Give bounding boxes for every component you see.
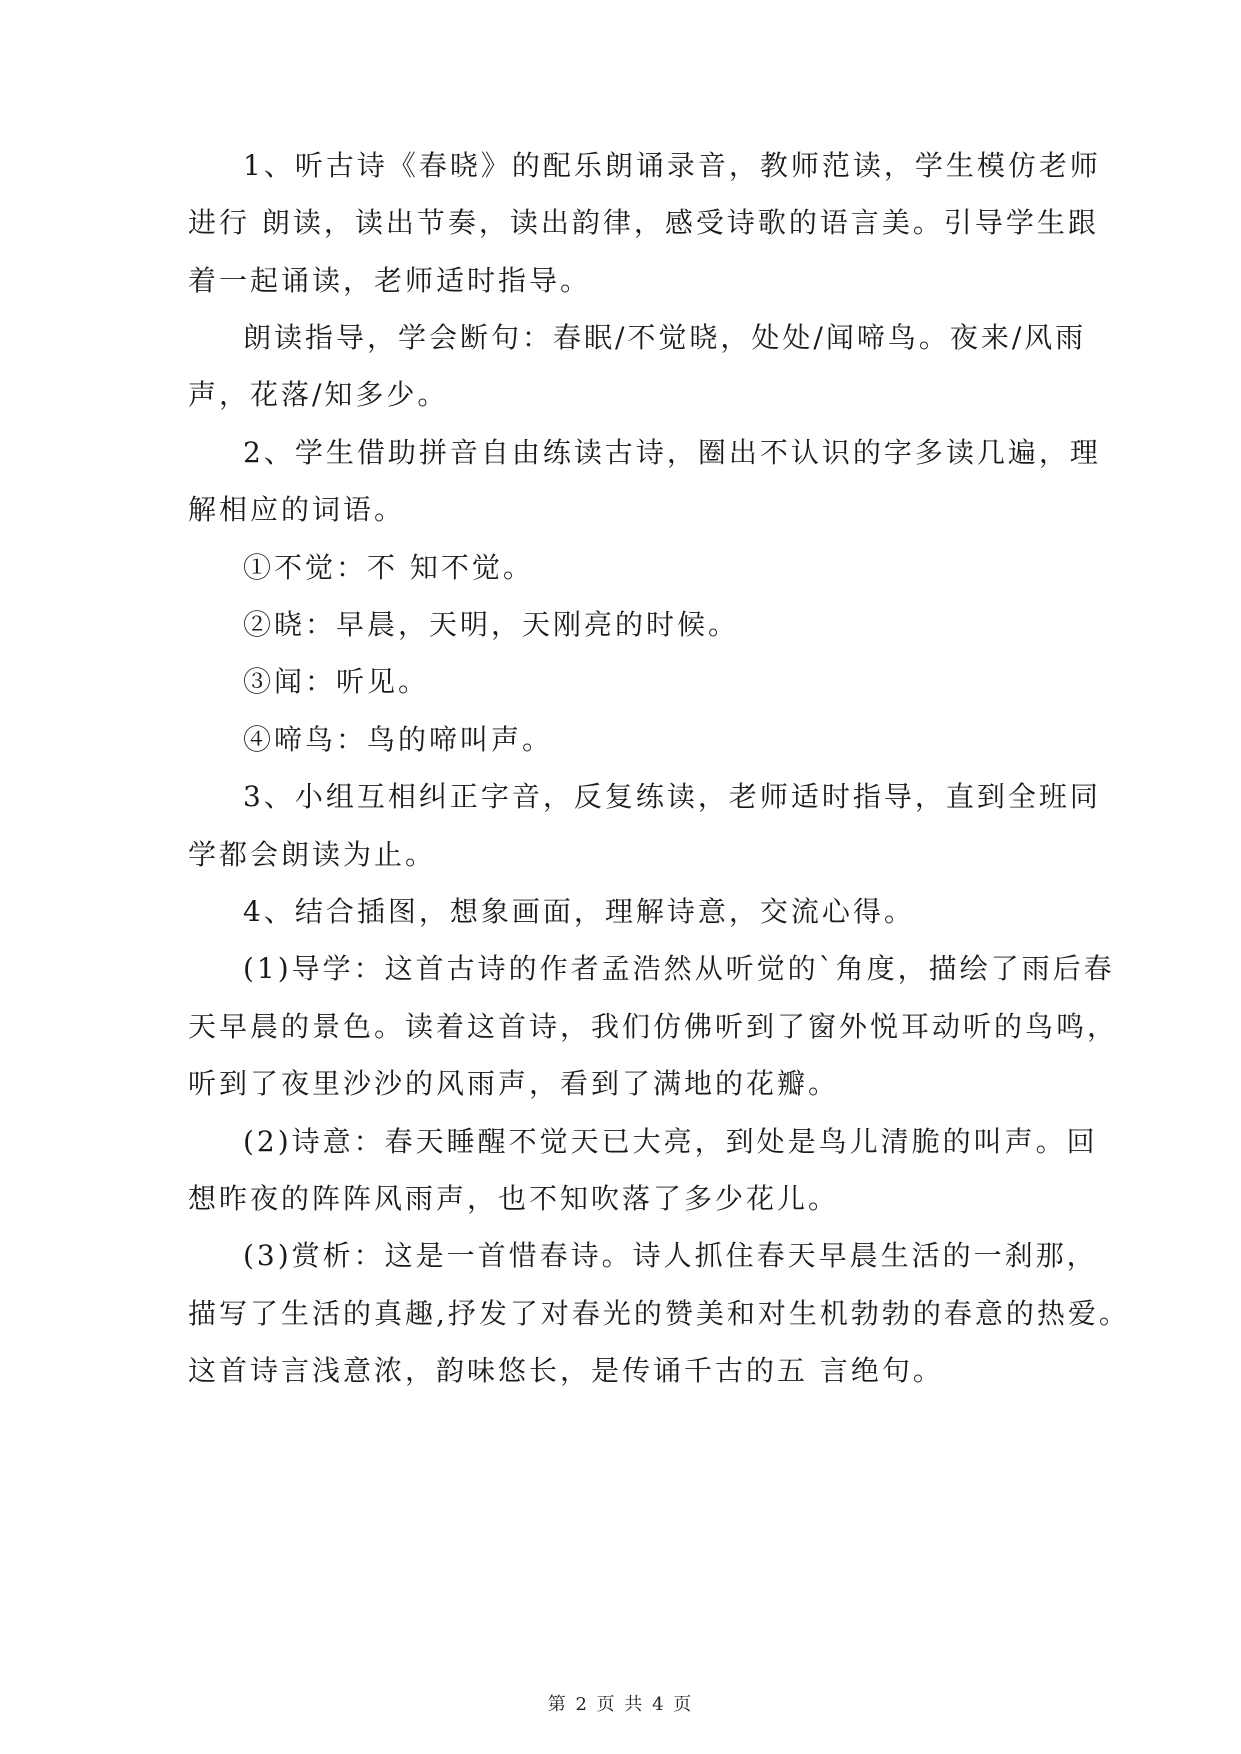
paragraph-1-line-3: 着一起诵读，老师适时指导。 bbox=[188, 264, 592, 297]
paragraph-1-line-2: 进行 朗读，读出节奏，读出韵律，感受诗歌的语言美。引导学生跟 bbox=[188, 206, 1099, 239]
paragraph-4-line-1: 3、小组互相纠正字音，反复练读，老师适时指导，直到全班同 bbox=[243, 780, 1101, 813]
paragraph-8-line-3: 这首诗言浅意浓，韵味悠长，是传诵千古的五 言绝句。 bbox=[188, 1354, 944, 1387]
paragraph-6-line-2: 天早晨的景色。读着这首诗，我们仿佛听到了窗外悦耳动听的鸟鸣， bbox=[188, 1010, 1119, 1043]
paragraph-8-line-1: (3)赏析：这是一首惜春诗。诗人抓住春天早晨生活的一刹那， bbox=[243, 1239, 1098, 1272]
vocab-item-3: ③闻：听见。 bbox=[243, 665, 430, 698]
paragraph-6-line-1: (1)导学：这首古诗的作者孟浩然从听觉的`角度，描绘了雨后春 bbox=[243, 952, 1115, 985]
paragraph-4-line-2: 学都会朗读为止。 bbox=[188, 838, 437, 871]
paragraph-2-line-1: 朗读指导，学会断句：春眠/不觉晓，处处/闻啼鸟。夜来/风雨 bbox=[243, 321, 1087, 354]
page-number-footer: 第 2 页 共 4 页 bbox=[547, 1694, 694, 1715]
paragraph-2-line-2: 声，花落/知多少。 bbox=[188, 378, 449, 411]
paragraph-3-line-1: 2、学生借助拼音自由练读古诗，圈出不认识的字多读几遍，理 bbox=[243, 436, 1101, 469]
paragraph-7-line-1: (2)诗意：春天睡醒不觉天已大亮，到处是鸟儿清脆的叫声。回 bbox=[243, 1125, 1098, 1158]
paragraph-8-line-2: 描写了生活的真趣,抒发了对春光的赞美和对生机勃勃的春意的热爱。 bbox=[188, 1297, 1130, 1330]
vocab-item-2: ②晓：早晨，天明，天刚亮的时候。 bbox=[243, 608, 740, 641]
vocab-item-4: ④啼鸟：鸟的啼叫声。 bbox=[243, 723, 554, 756]
paragraph-6-line-3: 听到了夜里沙沙的风雨声，看到了满地的花瓣。 bbox=[188, 1067, 840, 1100]
paragraph-7-line-2: 想昨夜的阵阵风雨声，也不知吹落了多少花儿。 bbox=[188, 1182, 840, 1215]
vocab-item-1: ①不觉：不 知不觉。 bbox=[243, 551, 534, 584]
paragraph-3-line-2: 解相应的词语。 bbox=[188, 493, 406, 526]
paragraph-5-line-1: 4、结合插图，想象画面，理解诗意，交流心得。 bbox=[243, 895, 915, 928]
paragraph-1-line-1: 1、听古诗《春晓》的配乐朗诵录音，教师范读，学生模仿老师 bbox=[243, 149, 1101, 182]
